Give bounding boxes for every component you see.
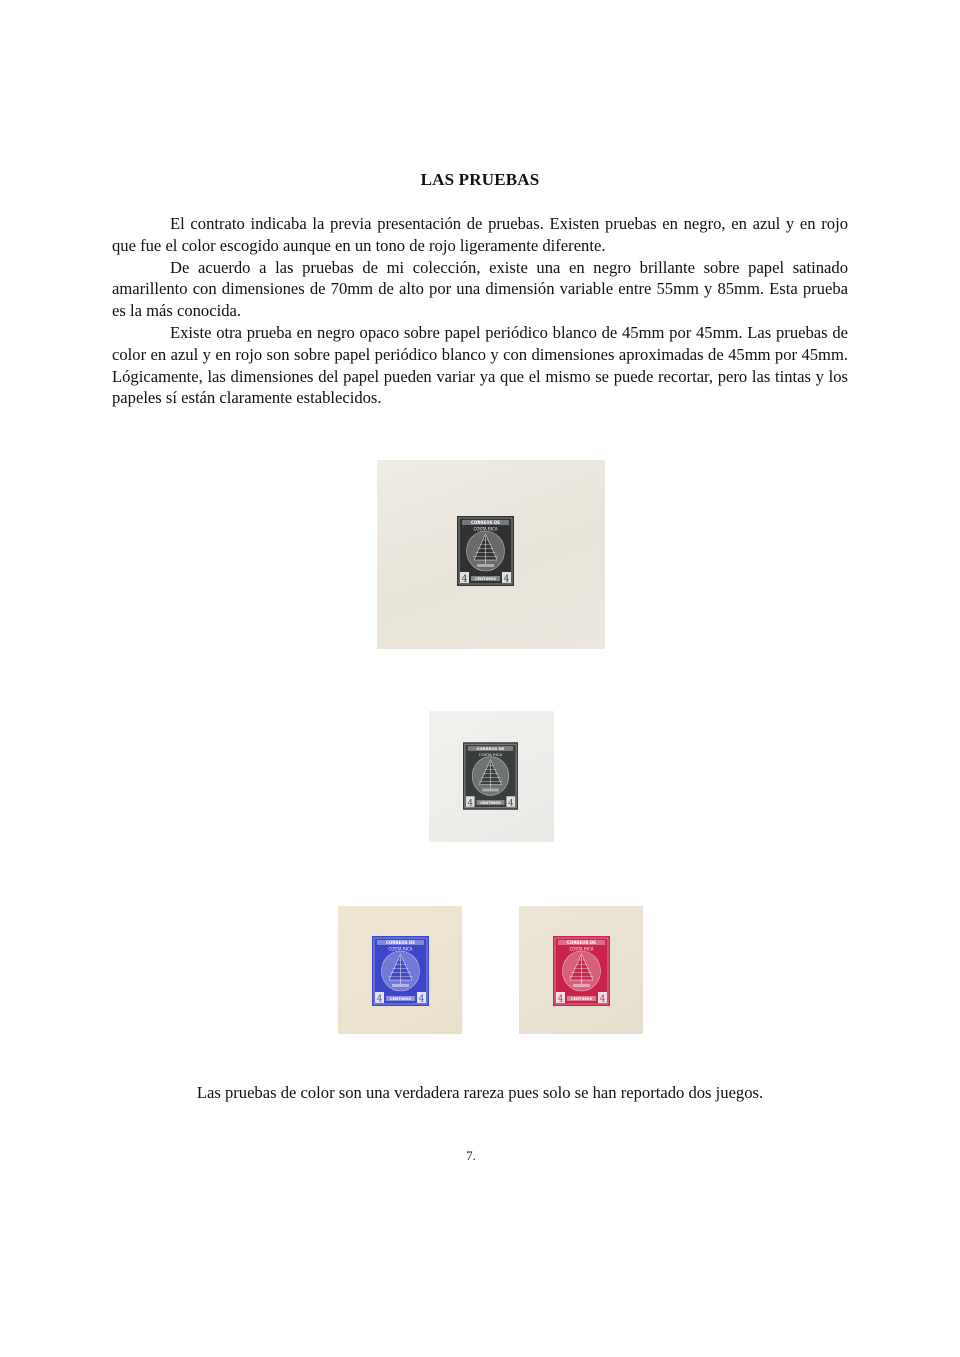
stamp-currency-text: CENTIMOS — [474, 577, 497, 581]
stamp-value-right: 4 — [599, 994, 606, 1005]
proof-red — [519, 906, 643, 1034]
body-text — [112, 213, 848, 409]
page-number: 7. — [466, 1148, 476, 1163]
caption: Las pruebas de color son una verdadera rareza pues solo se han reportado dos juegos. — [196, 1083, 764, 1102]
page-title: LAS PRUEBAS — [420, 170, 540, 189]
stamp-currency-text: CENTIMOS — [480, 800, 501, 805]
stamp-country-text: COSTA RICA — [473, 526, 498, 532]
stamp-country-text: COSTA RICA — [478, 752, 503, 758]
stamp-currency-text: CENTIMOS — [570, 997, 593, 1001]
stamp-value-left: 4 — [557, 994, 564, 1005]
proof-black-dull — [429, 711, 554, 842]
proof-blue — [338, 906, 462, 1034]
paragraph-1: El contrato indicaba la previa presentación de pruebas. Existen pruebas en negro, en azul y en rojo que fue el color escogido aunque en un tono de rojo ligeramente diferente. — [112, 214, 848, 255]
stamp-country-text: COSTA RICA — [388, 946, 413, 952]
stamp-value-right: 4 — [418, 994, 425, 1005]
stamp-image-black — [457, 516, 514, 586]
stamp-image-blue — [372, 936, 429, 1006]
stamp-header-text: CORREOS DE — [386, 940, 415, 946]
paragraph-3: Existe otra prueba en negro opaco sobre papel periódico blanco de 45mm por 45mm. Las pruebas de color en azul y en rojo son sobre papel periódico blanco y con dimensiones aproximadas de 45mm por 45mm. Lógicamente, las dimensiones del papel pueden variar ya que el mismo se puede recortar, pero las tintas y los papeles sí están claramente establecidos. — [112, 322, 848, 408]
stamp-value-right: 4 — [503, 574, 510, 585]
stamp-header-text: CORREOS DE — [471, 520, 500, 526]
stamp-currency-text: CENTIMOS — [389, 997, 412, 1001]
stamp-image-red — [553, 936, 610, 1006]
stamp-image-dull-black — [463, 741, 518, 811]
stamp-header-text: CORREOS DE — [567, 940, 596, 946]
stamp-value-left: 4 — [461, 574, 468, 585]
stamp-header-text: CORREOS DE — [476, 746, 505, 752]
stamp-value-right: 4 — [507, 798, 514, 809]
stamp-value-left: 4 — [376, 994, 383, 1005]
proof-black-glossy-large — [377, 460, 605, 649]
stamp-country-text: COSTA RICA — [569, 946, 594, 952]
paragraph-2: De acuerdo a las pruebas de mi colección, existe una en negro brillante sobre papel satinado amarillento con dimensiones de 70mm de alto por una dimensión variable entre 55mm y 85mm. Esta prueba es la más conocida. — [112, 257, 848, 321]
stamp-value-left: 4 — [467, 798, 474, 809]
